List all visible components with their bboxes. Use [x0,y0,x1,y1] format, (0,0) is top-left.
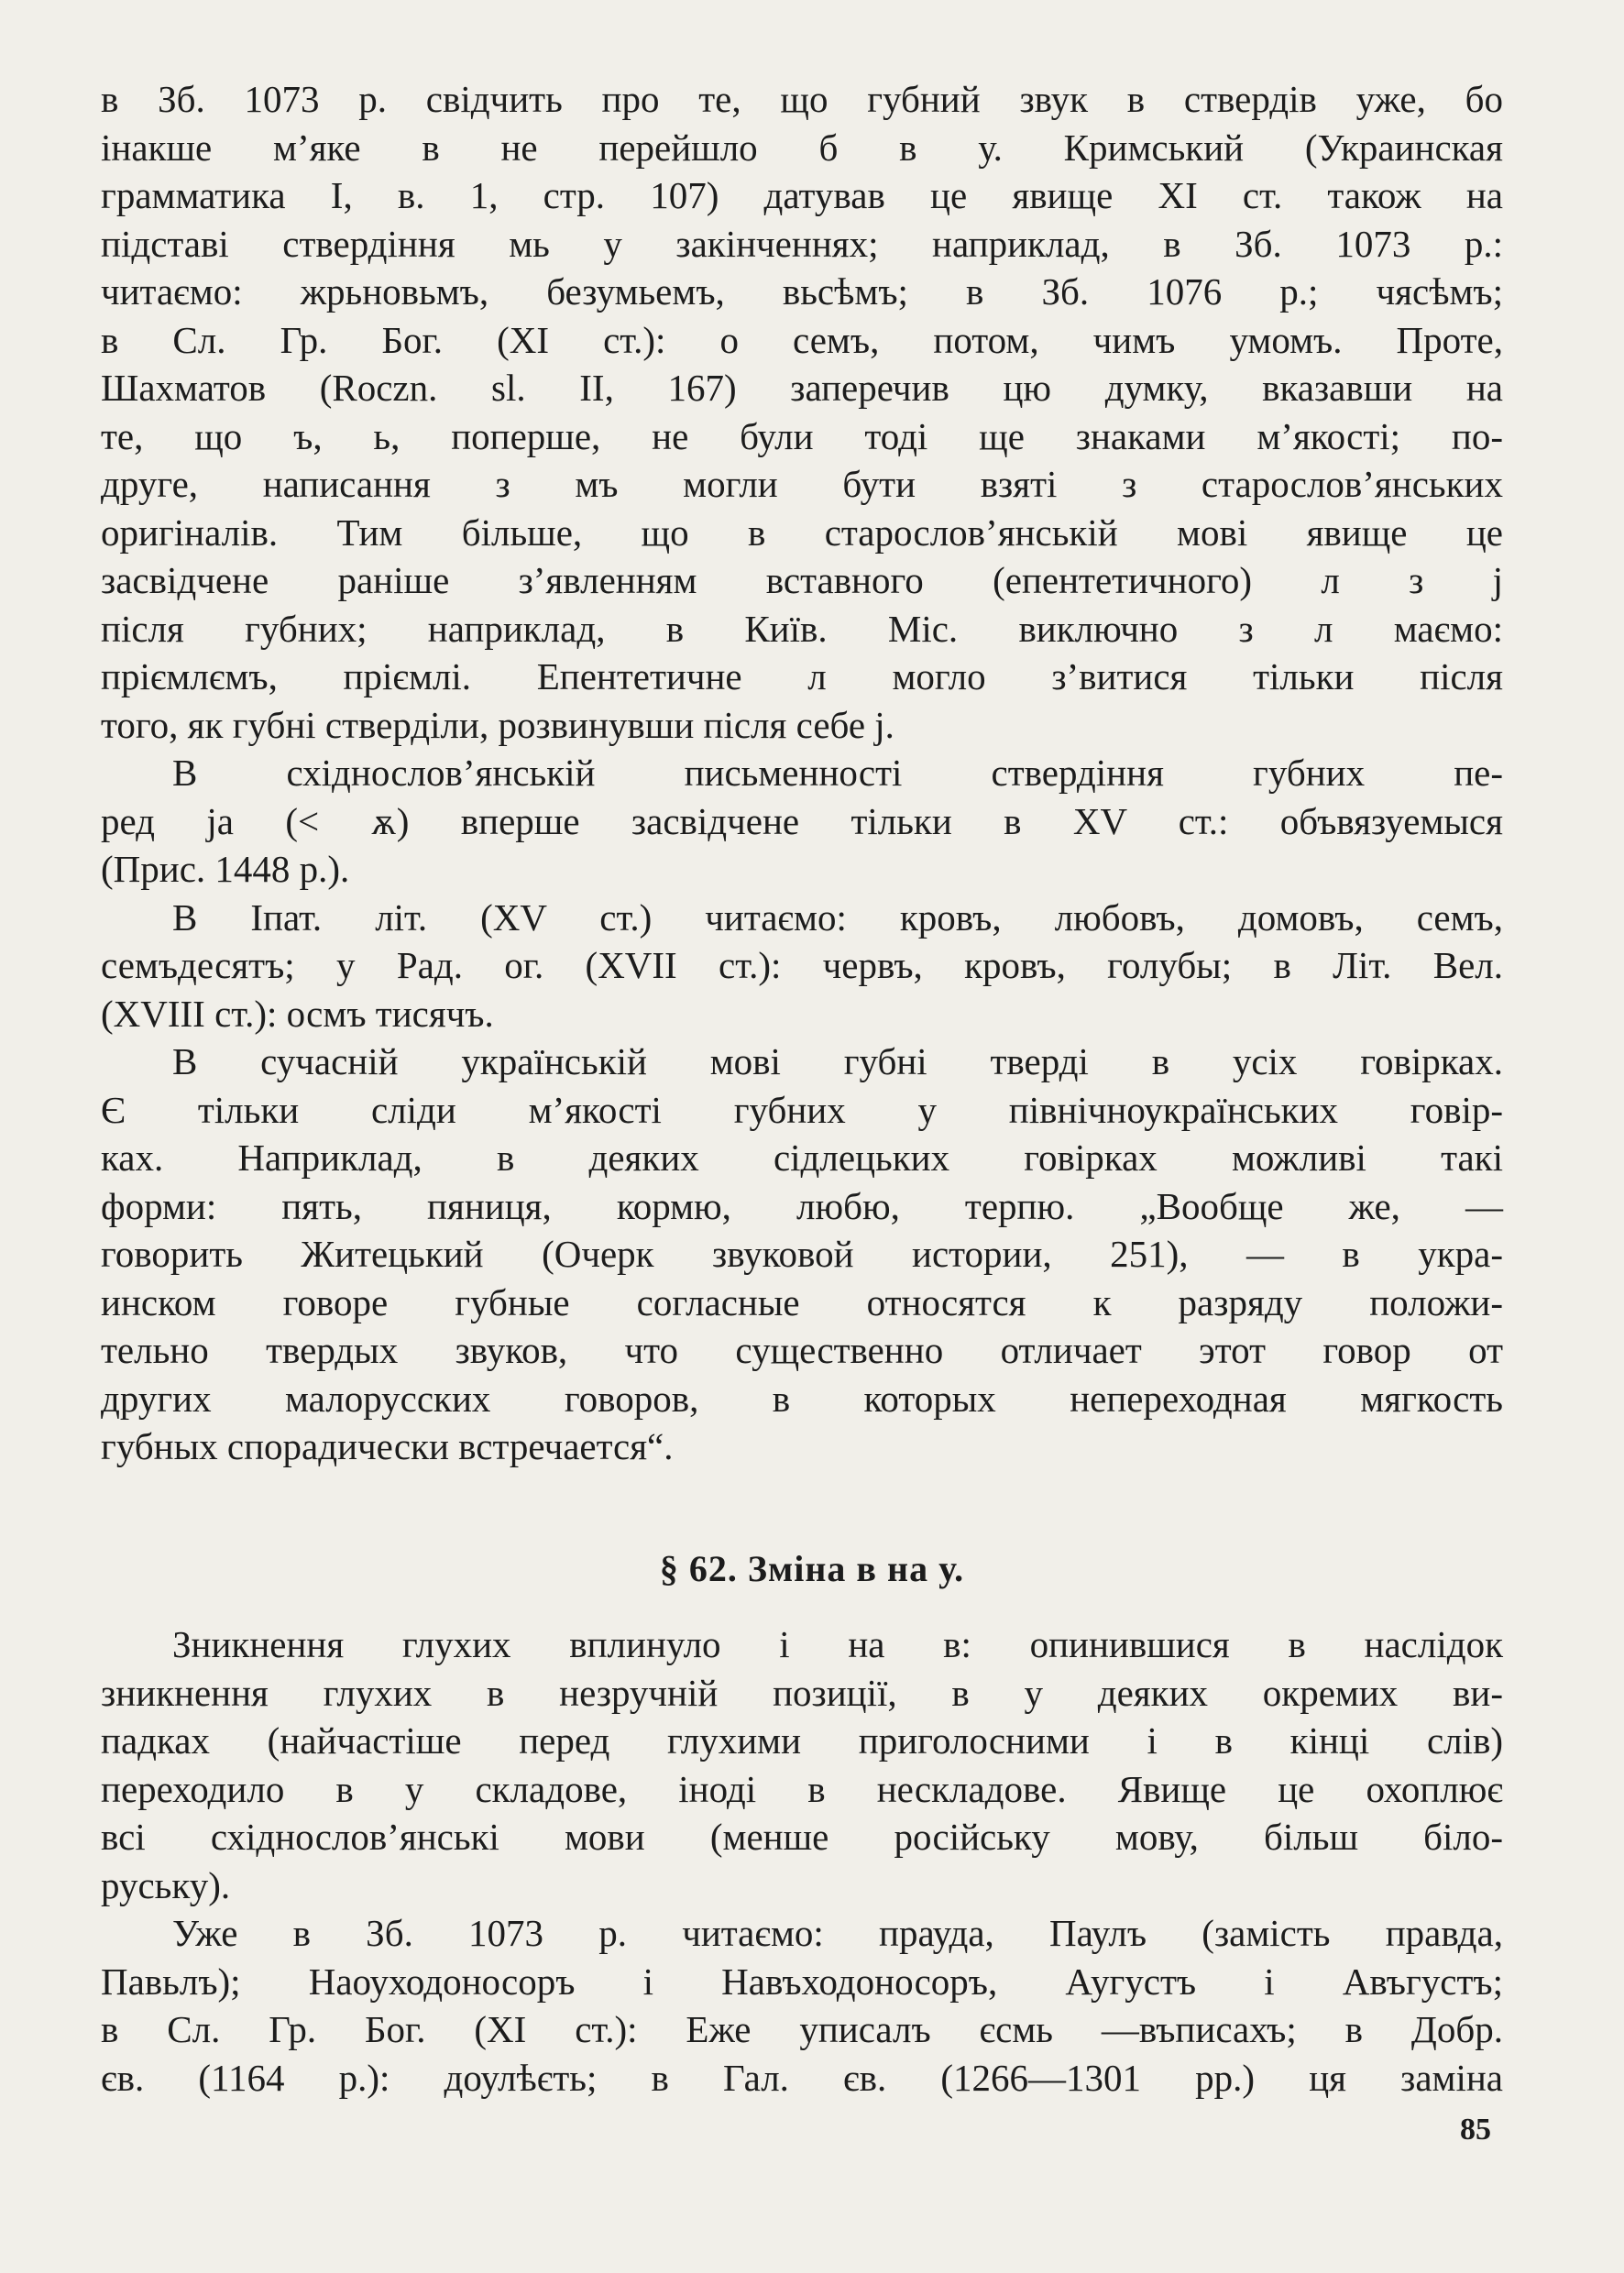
text-line: падках (найчастіше перед глухими приголосними і в кінці слів) [101,1719,1503,1762]
text-line: Є тільки сліди м’якості губних у північноукраїнських говір- [101,1088,1503,1131]
text-line: єв. (1164 р.): доулѣєть; в Гал. єв. (1266—1301 рр.) ця заміна [101,2056,1503,2099]
text-line: читаємо: жрьновьмъ, безумьемъ, вьсѣмъ; в Зб. 1076 р.; чясѣмъ; [101,270,1503,313]
text-line: говорить Житецький (Очерк звуковой истории, 251), — в укра- [101,1233,1503,1275]
text-line: (XVIII ст.): осмъ тисячъ. [101,992,494,1035]
text-line: друге, написання з мъ могли бути взяті з старослов’янських [101,463,1503,505]
text-line: інакше м’яке в не перейшло б в у. Кримський (Украинская [101,126,1503,169]
text-line: всі східнослов’янські мови (менше російську мову, більш біло- [101,1816,1503,1858]
text-line: те, що ъ, ь, поперше, не були тоді ще знаками м’якості; по- [101,414,1503,457]
text-line: зникнення глухих в незручній позиції, в у деяких окремих ви- [101,1671,1503,1714]
text-line: після губних; наприклад, в Київ. Міс. виключно з л маємо: [101,607,1503,650]
section-heading: § 62. Зміна в на у. [659,1548,965,1589]
text-line: в Зб. 1073 р. свідчить про те, що губний звук в ствердів уже, бо [101,78,1503,120]
text-line: пріємлємъ, пріємлі. Епентетичне л могло з’витися тільки після [101,655,1503,697]
text-line: оригіналів. Тим більше, що в старослов’янській мові явище це [101,511,1503,554]
page-number: 85 [1460,2113,1491,2147]
text-line: Уже в Зб. 1073 р. читаємо: прауда, Паулъ (замість правда, [172,1912,1503,1954]
text-line: ках. Наприклад, в деяких сідлецьких говірках можливі такі [101,1136,1503,1179]
text-line: инском говоре губные согласные относятся к разряду положи- [101,1280,1503,1323]
text-line: губных спорадически встречается“. [101,1425,674,1467]
text-line: грамматика I, в. 1, стр. 107) датував це явище XI ст. також на [101,174,1503,216]
body-text-bottom [101,1620,1503,2102]
text-line: переходило в у складове, іноді в нескладове. Явище це охоплює [101,1767,1503,1810]
text-line: засвідчене раніше з’явленням вставного (епентетичного) л з j [101,559,1503,601]
text-line: Зникнення глухих вплинуло і на в: опинившися в наслідок [172,1623,1503,1665]
text-line: руську). [101,1863,231,1906]
text-line: Шахматов (Roczn. sl. II, 167) заперечив цю думку, вказавши на [101,367,1503,409]
text-line: Павьлъ); Наоуходоносоръ і Навъходоносоръ, Аугустъ і Авъгустъ; [101,1960,1503,2003]
text-line: форми: пять, пяниця, кормю, любю, терпю. „Вообще же, — [101,1184,1503,1227]
text-line: тельно твердых звуков, что существенно отличает этот говор от [101,1329,1503,1371]
text-line: семъдесятъ; у Рад. ог. (XVII ст.): червъ, кровъ, голубы; в Літ. Вел. [101,944,1503,986]
text-line: В сучасній українській мові губні тверді в усіх говірках. [172,1040,1503,1082]
text-line: (Прис. 1448 р.). [101,848,350,890]
text-line: в Сл. Гр. Бог. (XI ст.): Еже уписалъ єсмь —въписахъ; в Добр. [101,2008,1503,2050]
body-text-top [101,75,1503,1471]
text-line: підставі ствердіння мь у закінченнях; наприклад, в Зб. 1073 р.: [101,222,1503,265]
text-line: в Сл. Гр. Бог. (XI ст.): о семъ, потом, чимъ умомъ. Проте, [101,318,1503,361]
text-line: В Іпат. літ. (XV ст.) читаємо: кровъ, любовъ, домовъ, семъ, [172,895,1503,939]
text-line: других малорусских говоров, в которых непереходная мягкость [101,1377,1503,1420]
text-line: ред ja (< ѫ) вперше засвідчене тільки в XV ст.: объвязуемыся [101,799,1503,842]
text-line: того, як губні стверділи, розвинувши після себе j. [101,703,894,746]
text-line: В східнослов’янській письменності ствердіння губних пе- [172,752,1503,794]
